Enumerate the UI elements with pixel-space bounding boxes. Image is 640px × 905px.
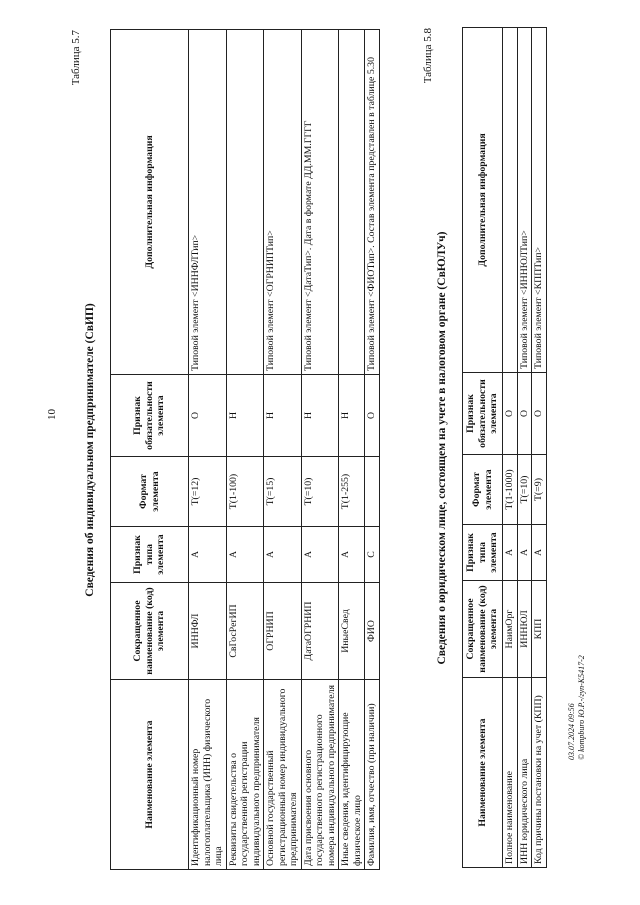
column-header: Признак типа элемента — [463, 525, 503, 581]
table-cell: Типовой элемент <ИННЮЛТип> — [517, 28, 532, 373]
column-header: Признак обязательности элемента — [111, 375, 189, 457]
table-cell: О — [532, 373, 547, 455]
table-cell: А — [532, 525, 547, 581]
table-cell: Полное наименование — [503, 678, 518, 868]
column-header: Сокращенное наименование (код) элемента — [111, 583, 189, 680]
column-header: Дополнительная информация — [463, 28, 503, 373]
table-cell — [226, 30, 264, 375]
table-cell: А — [503, 525, 518, 581]
section-title: Сведения о юридическом лице, состоящем на учете в налоговом органе (СвЮЛУч) — [436, 231, 448, 665]
table-5-7-block — [70, 30, 380, 870]
table-cell: НаимОрг — [503, 581, 518, 678]
table-cell: А — [189, 527, 227, 583]
column-header: Наименование элемента — [111, 680, 189, 870]
table-cell: А — [339, 527, 365, 583]
table-row — [226, 30, 264, 870]
data-table-5-7 — [110, 29, 380, 870]
table-cell: T(=10) — [517, 455, 532, 525]
table-5-8-block — [422, 28, 547, 868]
table-cell: ИНН юридического лица — [517, 678, 532, 868]
table-row — [301, 30, 339, 870]
page-number: 10 — [46, 409, 58, 420]
table-cell — [503, 28, 518, 373]
table-cell: Реквизиты свидетельства о государственной регистрации индивидуального предпринимателя — [226, 680, 264, 870]
table-cell: ДатаОГРНИП — [301, 583, 339, 680]
column-header: Формат элемента — [463, 455, 503, 525]
table-cell: T(=15) — [264, 457, 302, 527]
table-cell: Типовой элемент <ФИОТип>. Состав элемента представлен в таблице 5.30 — [365, 30, 380, 375]
column-header: Признак обязательности элемента — [463, 373, 503, 455]
table-cell: Типовой элемент <ОГРНИПТип> — [264, 30, 302, 375]
table-cell: Типовой элемент <ДатаТип>. Дата в формате ДД.ММ.ГГГГ — [301, 30, 339, 375]
table-cell — [339, 30, 365, 375]
table-cell: T(=9) — [532, 455, 547, 525]
table-cell: А — [264, 527, 302, 583]
table-cell: Дата присвоения основного государственного регистрационного номера индивидуального предпринимателя — [301, 680, 339, 870]
table-cell: С — [365, 527, 380, 583]
column-header: Формат элемента — [111, 457, 189, 527]
table-cell: T(1-1000) — [503, 455, 518, 525]
table-cell: Иные сведения, идентифицирующие физическое лицо — [339, 680, 365, 870]
footer-line: © kompburo Ю.Р.-/гуп-К5417-2 — [577, 655, 586, 760]
table-cell: КПП — [532, 581, 547, 678]
table-cell: ОГРНИП — [264, 583, 302, 680]
table-row — [532, 28, 547, 868]
section-title: Сведения об индивидуальном предпринимателе (СвИП) — [84, 303, 96, 597]
table-cell: Основной государственный регистрационный номер индивидуального предпринимателя — [264, 680, 302, 870]
table-cell: Фамилия, имя, отчество (при наличии) — [365, 680, 380, 870]
table-cell: А — [517, 525, 532, 581]
table-cell: Н — [339, 375, 365, 457]
table-row — [365, 30, 380, 870]
footer-line: 03.07.2024 09:56 — [567, 703, 576, 760]
table-row — [517, 28, 532, 868]
table-row — [503, 28, 518, 868]
column-header: Сокращенное наименование (код) элемента — [463, 581, 503, 678]
table-cell: Н — [264, 375, 302, 457]
column-header: Наименование элемента — [463, 678, 503, 868]
table-cell: А — [301, 527, 339, 583]
table-cell: Типовой элемент <КППТип> — [532, 28, 547, 373]
column-header: Дополнительная информация — [111, 30, 189, 375]
data-table-5-8 — [462, 27, 547, 868]
table-cell: Код причины постановки на учет (КПП) — [532, 678, 547, 868]
table-cell: ИННЮЛ — [517, 581, 532, 678]
table-cell: T(1-255) — [339, 457, 365, 527]
table-cell: ИННФЛ — [189, 583, 227, 680]
table-cell: А — [226, 527, 264, 583]
footer-stamp — [567, 655, 587, 760]
table-cell: СвГосРегИП — [226, 583, 264, 680]
table-row — [189, 30, 227, 870]
table-row — [264, 30, 302, 870]
table-cell: О — [365, 375, 380, 457]
table-cell: ФИО — [365, 583, 380, 680]
table-row — [339, 30, 365, 870]
table-cell: Н — [226, 375, 264, 457]
table-cell: Н — [301, 375, 339, 457]
table-cell: Типовой элемент <ИННФЛТип> — [189, 30, 227, 375]
column-header: Признак типа элемента — [111, 527, 189, 583]
table-header-row — [463, 28, 503, 868]
table-cell: T(1-100) — [226, 457, 264, 527]
table-cell: О — [189, 375, 227, 457]
table-cell: Идентификационный номер налогоплательщика (ИНН) физического лица — [189, 680, 227, 870]
table-cell: T(=10) — [301, 457, 339, 527]
table-cell: ИныеСвед — [339, 583, 365, 680]
table-number: Таблица 5.8 — [422, 28, 434, 84]
table-cell — [365, 457, 380, 527]
table-header-row — [111, 30, 189, 870]
table-cell: О — [503, 373, 518, 455]
table-cell: T(=12) — [189, 457, 227, 527]
table-number: Таблица 5.7 — [70, 30, 82, 86]
table-cell: О — [517, 373, 532, 455]
